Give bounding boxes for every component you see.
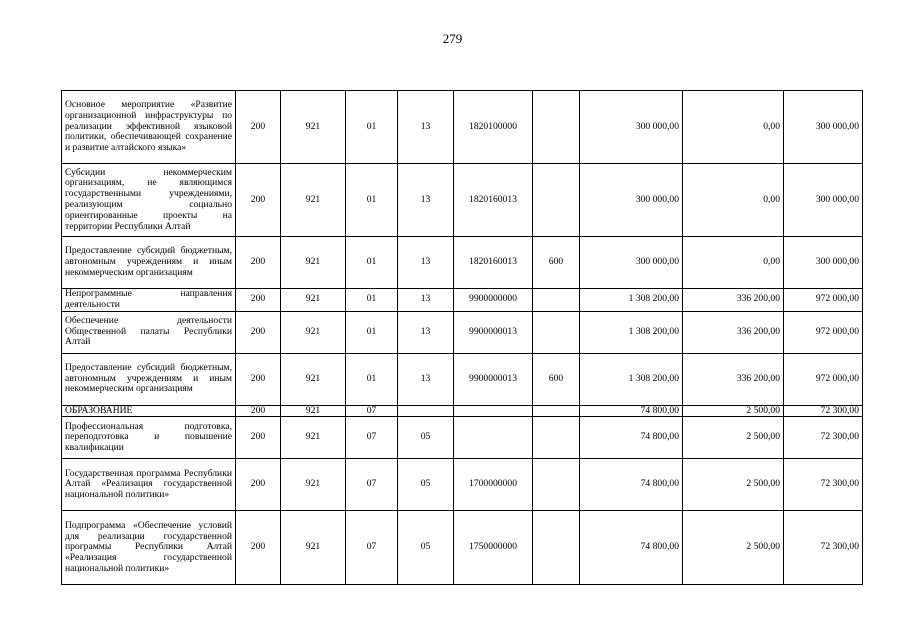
row-grbs: 200 bbox=[236, 289, 281, 312]
table-row bbox=[62, 91, 863, 164]
row-sum-total: 300 000,00 bbox=[580, 91, 683, 164]
row-section: 01 bbox=[346, 289, 398, 312]
row-sum-regional: 972 000,00 bbox=[784, 289, 863, 312]
row-sum-total: 74 800,00 bbox=[580, 417, 683, 459]
row-target-article: 9900000000 bbox=[454, 289, 533, 312]
row-name: Непрограммные направления деятельности bbox=[62, 289, 236, 312]
row-section: 07 bbox=[346, 511, 398, 585]
budget-table bbox=[61, 90, 863, 585]
page-number: 279 bbox=[442, 31, 463, 46]
row-sum-federal: 336 200,00 bbox=[683, 289, 784, 312]
row-code: 921 bbox=[281, 289, 346, 312]
row-subsection: 13 bbox=[398, 311, 454, 353]
table-row bbox=[62, 417, 863, 459]
row-expense-type bbox=[533, 417, 580, 459]
row-target-article: 1750000000 bbox=[454, 511, 533, 585]
row-expense-type bbox=[533, 459, 580, 511]
row-code: 921 bbox=[281, 417, 346, 459]
row-name: Профессиональная подготовка, переподготовка и повышение квалификации bbox=[62, 417, 236, 459]
row-section: 01 bbox=[346, 353, 398, 405]
row-grbs: 200 bbox=[236, 311, 281, 353]
row-code: 921 bbox=[281, 237, 346, 289]
row-section: 01 bbox=[346, 164, 398, 237]
row-target-article bbox=[454, 417, 533, 459]
table-row bbox=[62, 459, 863, 511]
row-name: Субсидии некоммерческим организациям, не являющимся государственными учреждениями, реализующим социально ориентированные проекты на территории Республики Алтай bbox=[62, 164, 236, 237]
row-code: 921 bbox=[281, 311, 346, 353]
row-target-article: 1820160013 bbox=[454, 164, 533, 237]
row-subsection bbox=[398, 405, 454, 417]
row-section: 07 bbox=[346, 405, 398, 417]
row-subsection: 13 bbox=[398, 164, 454, 237]
row-subsection: 05 bbox=[398, 511, 454, 585]
row-subsection: 13 bbox=[398, 289, 454, 312]
row-subsection: 13 bbox=[398, 353, 454, 405]
row-section: 01 bbox=[346, 237, 398, 289]
row-subsection: 13 bbox=[398, 91, 454, 164]
row-expense-type: 600 bbox=[533, 237, 580, 289]
row-name: Подпрограмма «Обеспечение условий для реализации государственной программы Республики Алтай «Реализация государственной национальной политики» bbox=[62, 511, 236, 585]
row-sum-total: 1 308 200,00 bbox=[580, 353, 683, 405]
row-code: 921 bbox=[281, 164, 346, 237]
row-sum-federal: 0,00 bbox=[683, 164, 784, 237]
row-target-article: 9900000013 bbox=[454, 353, 533, 405]
row-sum-federal: 2 500,00 bbox=[683, 459, 784, 511]
row-sum-regional: 72 300,00 bbox=[784, 459, 863, 511]
row-section: 01 bbox=[346, 311, 398, 353]
table-row bbox=[62, 353, 863, 405]
table-row bbox=[62, 237, 863, 289]
row-sum-regional: 972 000,00 bbox=[784, 353, 863, 405]
row-target-article bbox=[454, 405, 533, 417]
row-section: 07 bbox=[346, 459, 398, 511]
row-expense-type bbox=[533, 164, 580, 237]
row-sum-regional: 72 300,00 bbox=[784, 511, 863, 585]
row-sum-total: 1 308 200,00 bbox=[580, 289, 683, 312]
row-name: Предоставление субсидий бюджетным, автономным учреждениям и иным некоммерческим организациям bbox=[62, 353, 236, 405]
row-code: 921 bbox=[281, 511, 346, 585]
row-code: 921 bbox=[281, 459, 346, 511]
table-row bbox=[62, 289, 863, 312]
row-sum-regional: 972 000,00 bbox=[784, 311, 863, 353]
row-sum-federal: 336 200,00 bbox=[683, 311, 784, 353]
row-expense-type bbox=[533, 289, 580, 312]
row-expense-type bbox=[533, 511, 580, 585]
row-grbs: 200 bbox=[236, 353, 281, 405]
row-sum-federal: 2 500,00 bbox=[683, 405, 784, 417]
row-sum-regional: 300 000,00 bbox=[784, 164, 863, 237]
row-sum-regional: 72 300,00 bbox=[784, 405, 863, 417]
table-row bbox=[62, 164, 863, 237]
row-sum-total: 300 000,00 bbox=[580, 237, 683, 289]
row-grbs: 200 bbox=[236, 405, 281, 417]
row-sum-total: 74 800,00 bbox=[580, 405, 683, 417]
row-sum-total: 1 308 200,00 bbox=[580, 311, 683, 353]
row-sum-regional: 300 000,00 bbox=[784, 237, 863, 289]
table-row bbox=[62, 405, 863, 417]
row-section: 07 bbox=[346, 417, 398, 459]
row-target-article: 9900000013 bbox=[454, 311, 533, 353]
row-subsection: 13 bbox=[398, 237, 454, 289]
row-sum-regional: 300 000,00 bbox=[784, 91, 863, 164]
row-name: Предоставление субсидий бюджетным, автономным учреждениям и иным некоммерческим организациям bbox=[62, 237, 236, 289]
row-sum-federal: 0,00 bbox=[683, 237, 784, 289]
row-name: Государственная программа Республики Алтай «Реализация государственной национальной политики» bbox=[62, 459, 236, 511]
row-grbs: 200 bbox=[236, 417, 281, 459]
row-grbs: 200 bbox=[236, 91, 281, 164]
row-name: Обеспечение деятельности Общественной палаты Республики Алтай bbox=[62, 311, 236, 353]
row-expense-type bbox=[533, 91, 580, 164]
row-name: Основное мероприятие «Развитие организационной инфраструктуры по реализации эффективной языковой политики, обеспечивающей сохранение и развитие алтайского языка» bbox=[62, 91, 236, 164]
row-target-article: 1820160013 bbox=[454, 237, 533, 289]
row-expense-type bbox=[533, 405, 580, 417]
row-expense-type: 600 bbox=[533, 353, 580, 405]
row-subsection: 05 bbox=[398, 417, 454, 459]
row-code: 921 bbox=[281, 405, 346, 417]
row-code: 921 bbox=[281, 353, 346, 405]
row-sum-federal: 336 200,00 bbox=[683, 353, 784, 405]
table-row bbox=[62, 511, 863, 585]
row-sum-total: 74 800,00 bbox=[580, 459, 683, 511]
row-sum-regional: 72 300,00 bbox=[784, 417, 863, 459]
row-target-article: 1820100000 bbox=[454, 91, 533, 164]
row-grbs: 200 bbox=[236, 459, 281, 511]
row-sum-federal: 2 500,00 bbox=[683, 417, 784, 459]
row-subsection: 05 bbox=[398, 459, 454, 511]
row-grbs: 200 bbox=[236, 237, 281, 289]
row-section: 01 bbox=[346, 91, 398, 164]
row-sum-federal: 2 500,00 bbox=[683, 511, 784, 585]
row-sum-federal: 0,00 bbox=[683, 91, 784, 164]
row-target-article: 1700000000 bbox=[454, 459, 533, 511]
row-name: ОБРАЗОВАНИЕ bbox=[62, 405, 236, 417]
table-row bbox=[62, 311, 863, 353]
row-code: 921 bbox=[281, 91, 346, 164]
row-grbs: 200 bbox=[236, 164, 281, 237]
row-grbs: 200 bbox=[236, 511, 281, 585]
row-sum-total: 300 000,00 bbox=[580, 164, 683, 237]
row-sum-total: 74 800,00 bbox=[580, 511, 683, 585]
row-expense-type bbox=[533, 311, 580, 353]
